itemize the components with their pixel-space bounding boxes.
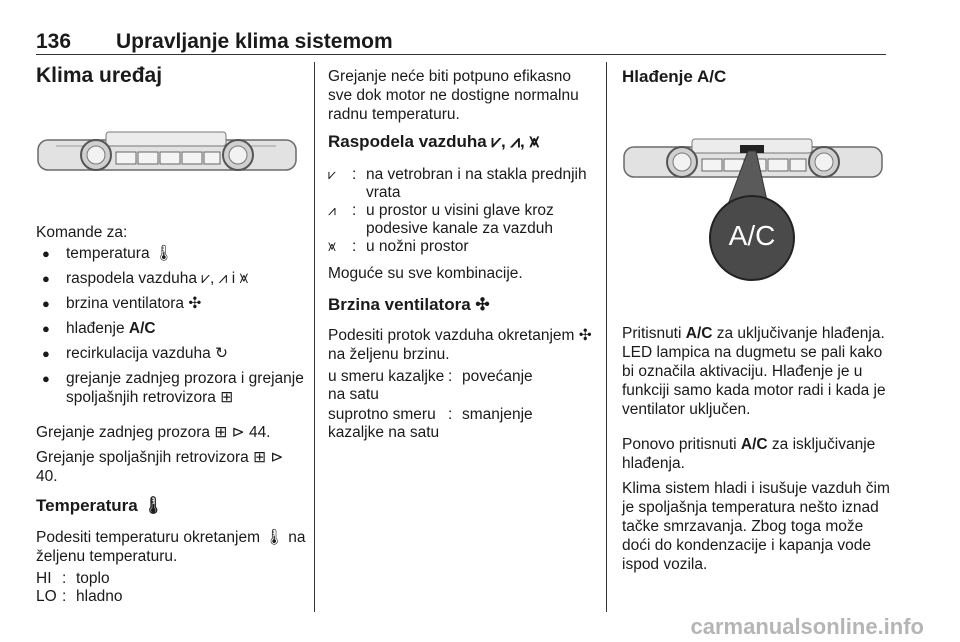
controls-list (36, 244, 306, 413)
column-divider-1 (314, 62, 315, 612)
fan-speed-table (328, 368, 598, 442)
air-distribution-heading: Raspodela vazduha ⩗, ⩘, ⩙ (328, 132, 540, 151)
fan-speed-text: Podesiti protok vazduha okretanjem ✣ na željenu brzinu. (328, 327, 592, 363)
combinations-note: Moguće su sve kombinacije. (328, 265, 523, 282)
ac-paragraph-1: Pritisnuti A/C za uključivanje hlađenja. LED lampica na dugmetu se pali kako bi označila aktivaciju. Hlađenje je u funkciji samo kada motor radi i kada je ventilator uključen. (622, 325, 886, 418)
ac-paragraph-3: Klima sistem hladi i isušuje vazduh čim je spoljašnja temperatura nešto iznad tačke smrzavanja. Zbog toga može doći do kondenzacije i kapanja vode ispod vozila. (622, 480, 890, 573)
heating-note: Grejanje neće biti potpuno efikasno sve dok motor ne dostigne normalnu radnu temperaturu. (328, 68, 579, 123)
temperature-text: Podesiti temperaturu okretanjem 🌡 na željenu temperaturu. (36, 529, 306, 565)
mirrors-reference: Grejanje spoljašnjih retrovizora ⊞ ⊳ 40. (36, 449, 284, 485)
column-divider-2 (606, 62, 607, 612)
temperature-table (36, 570, 123, 606)
header-rule (36, 54, 886, 55)
table-row: ⩙ : u nožni prostor (328, 238, 469, 255)
table-row: ⩘ : u prostor u visini glave kroz podesive kanale za vazduh (328, 202, 554, 237)
ac-button-illustration (622, 135, 884, 295)
page-number: 136 (36, 30, 72, 53)
air-distribution-table (328, 166, 598, 256)
list-item: ● grejanje zadnjeg prozora i grejanje spoljašnjih retrovizora ⊞ (36, 369, 306, 407)
chapter-title: Upravljanje klima sistemom (116, 30, 393, 53)
temperature-heading: Temperatura 🌡 (36, 496, 165, 515)
list-item: ● recirkulacija vazduha ↻ (36, 344, 306, 363)
table-row: suprotno smeru kazaljke na satu : smanjenje (328, 406, 533, 441)
climate-control-panel-image (36, 128, 298, 180)
table-row: ⩗ : na vetrobran i na stakla prednjih vrata (328, 166, 587, 201)
controls-intro: Komande za: (36, 224, 128, 241)
table-row: LO : hladno (36, 588, 123, 605)
watermark: carmanualsonline.info (690, 614, 924, 639)
list-item: ● brzina ventilatora ✣ (36, 294, 306, 313)
rear-window-reference: Grejanje zadnjeg prozora ⊞ ⊳ 44. (36, 424, 271, 441)
fan-speed-heading: Brzina ventilatora ✣ (328, 295, 490, 314)
ac-callout-label: A/C (728, 220, 776, 251)
section-heading-climate: Klima uređaj (36, 64, 163, 87)
page-header (36, 30, 886, 54)
table-row: u smeru kazaljke na satu : povećanje (328, 368, 533, 403)
table-row: HI : toplo (36, 570, 110, 587)
list-item: ● temperatura 🌡 (36, 244, 306, 263)
ac-paragraph-2: Ponovo pritisnuti A/C za isključivanje hlađenja. (622, 436, 876, 472)
ac-heading: Hlađenje A/C (622, 67, 727, 86)
list-item: ● hlađenje A/C (36, 319, 306, 338)
list-item: ● raspodela vazduha ⩗, ⩘ i ⩙ (36, 269, 306, 288)
